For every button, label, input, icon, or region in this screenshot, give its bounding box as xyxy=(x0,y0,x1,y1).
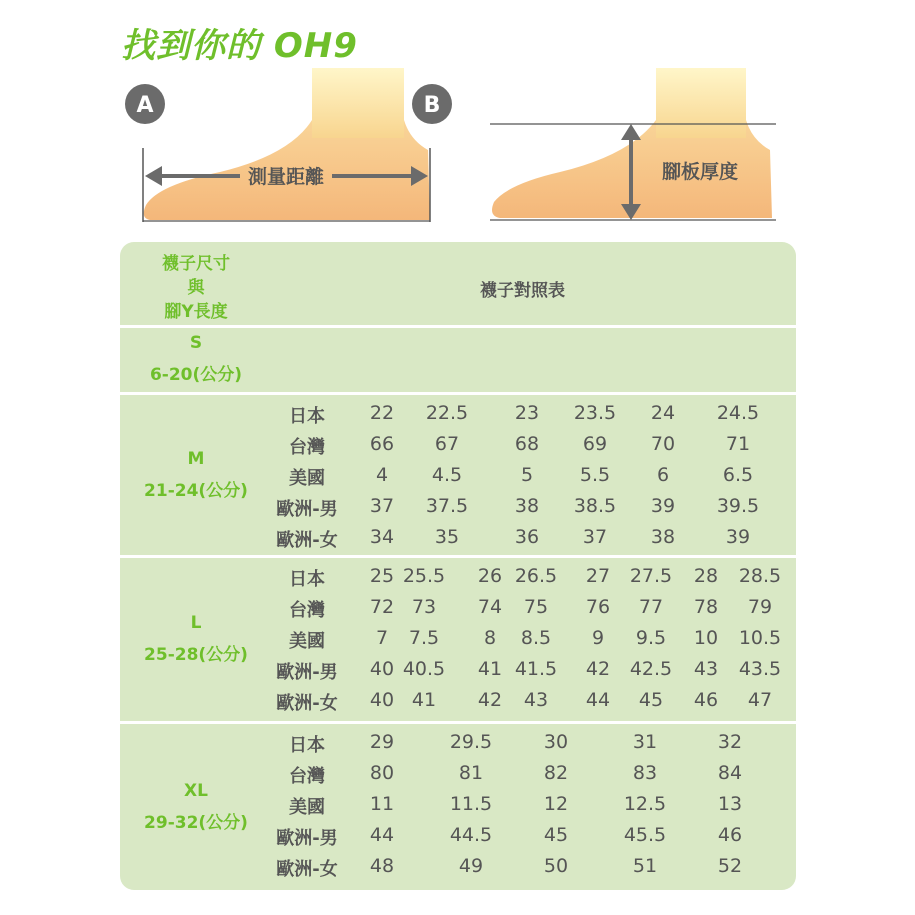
table-cell: 44 xyxy=(585,689,611,711)
size-range: 25-28(公分) xyxy=(144,645,248,665)
table-cell: 49 xyxy=(458,855,484,877)
table-cell: 10 xyxy=(693,627,719,649)
table-cell: 77 xyxy=(638,596,664,618)
table-cell: 37.5 xyxy=(425,495,469,517)
row-label: 歐洲-女 xyxy=(276,693,338,714)
measure-label: 測量距離 xyxy=(247,166,325,188)
table-cell: 26 xyxy=(477,565,503,587)
table-cell: 80 xyxy=(369,762,395,784)
table-cell: 43 xyxy=(523,689,549,711)
table-cell: 28 xyxy=(693,565,719,587)
table-cell: 78 xyxy=(693,596,719,618)
table-cell: 12 xyxy=(543,793,569,815)
left-leg-shape xyxy=(312,68,404,138)
table-cell: 7 xyxy=(375,627,389,649)
table-cell: 25.5 xyxy=(402,565,446,587)
table-cell: 11 xyxy=(369,793,395,815)
table-cell: 38 xyxy=(650,526,676,548)
row-label: 美國 xyxy=(289,468,325,489)
table-cell: 37 xyxy=(369,495,395,517)
header-line-3: 腳Y長度 xyxy=(164,302,228,322)
row-label: 日本 xyxy=(289,406,325,427)
table-cell: 50 xyxy=(543,855,569,877)
size-name: L xyxy=(190,613,202,633)
table-cell: 79 xyxy=(747,596,773,618)
sock-size-table xyxy=(120,242,796,890)
header-line-1: 襪子尺寸 xyxy=(162,254,230,274)
table-cell: 24 xyxy=(650,402,676,424)
table-cell: 71 xyxy=(725,433,751,455)
row-label: 歐洲-男 xyxy=(276,662,338,683)
table-cell: 52 xyxy=(717,855,743,877)
table-cell: 9.5 xyxy=(635,627,667,649)
table-cell: 4 xyxy=(375,464,389,486)
table-cell: 45 xyxy=(543,824,569,846)
table-cell: 44.5 xyxy=(449,824,493,846)
table-cell: 46 xyxy=(717,824,743,846)
row-label: 台灣 xyxy=(289,766,325,787)
size-name: XL xyxy=(184,780,208,801)
table-cell: 68 xyxy=(514,433,540,455)
table-cell: 45 xyxy=(638,689,664,711)
table-cell: 48 xyxy=(369,855,395,877)
table-cell: 26.5 xyxy=(514,565,558,587)
table-cell: 41 xyxy=(477,658,503,680)
table-cell: 30 xyxy=(543,731,569,753)
foot-length-illustration xyxy=(125,68,452,222)
table-cell: 75 xyxy=(523,596,549,618)
table-cell: 9 xyxy=(591,627,605,649)
table-cell: 36 xyxy=(514,526,540,548)
table-cell: 32 xyxy=(717,731,743,753)
row-label: 歐洲-女 xyxy=(276,859,338,880)
row-label: 日本 xyxy=(289,569,325,590)
row-label: 美國 xyxy=(289,631,325,652)
size-range: 21-24(公分) xyxy=(144,480,248,501)
right-leg-shape xyxy=(656,68,746,138)
table-cell: 34 xyxy=(369,526,395,548)
table-cell: 38 xyxy=(514,495,540,517)
header-left-label xyxy=(120,252,272,324)
table-cell: 28.5 xyxy=(738,565,782,587)
table-cell: 24.5 xyxy=(716,402,760,424)
row-label: 美國 xyxy=(289,797,325,818)
table-cell: 11.5 xyxy=(449,793,493,815)
marker-a: A xyxy=(136,93,154,118)
table-cell: 41 xyxy=(411,689,437,711)
table-cell: 40.5 xyxy=(402,658,446,680)
row-label: 台灣 xyxy=(289,600,325,621)
marker-b: B xyxy=(423,93,441,118)
header-line-2: 與 xyxy=(187,278,205,298)
table-cell: 37 xyxy=(582,526,608,548)
table-cell: 23 xyxy=(514,402,540,424)
table-cell: 43.5 xyxy=(738,658,782,680)
table-cell: 8 xyxy=(483,627,497,649)
table-cell: 73 xyxy=(411,596,437,618)
table-cell: 81 xyxy=(458,762,484,784)
table-cell: 51 xyxy=(632,855,658,877)
table-cell: 5.5 xyxy=(579,464,611,486)
size-group-l xyxy=(120,607,272,671)
table-header xyxy=(120,242,796,326)
table-cell: 72 xyxy=(369,596,395,618)
row-label: 歐洲-男 xyxy=(276,499,338,520)
table-cell: 6 xyxy=(656,464,670,486)
table-cell: 4.5 xyxy=(431,464,463,486)
table-cell: 29.5 xyxy=(449,731,493,753)
table-cell: 39 xyxy=(650,495,676,517)
table-cell: 27.5 xyxy=(629,565,673,587)
table-cell: 22 xyxy=(369,402,395,424)
group-separator xyxy=(120,721,796,724)
table-cell: 66 xyxy=(369,433,395,455)
size-name: M xyxy=(187,448,205,469)
size-group-xl xyxy=(120,775,272,839)
table-cell: 25 xyxy=(369,565,395,587)
size-range: 29-32(公分) xyxy=(144,812,248,833)
table-cell: 8.5 xyxy=(520,627,552,649)
arrow-up-icon xyxy=(621,124,641,140)
table-cell: 6.5 xyxy=(722,464,754,486)
size-group-s xyxy=(120,327,272,391)
table-title: 襪子對照表 xyxy=(480,281,565,301)
table-cell: 31 xyxy=(632,731,658,753)
foot-measure-diagram xyxy=(0,0,915,240)
table-cell: 22.5 xyxy=(425,402,469,424)
page-title: 找到你的 OH9 xyxy=(121,26,358,66)
table-cell: 46 xyxy=(693,689,719,711)
table-cell: 69 xyxy=(582,433,608,455)
table-cell: 5 xyxy=(520,464,534,486)
foot-thickness-illustration xyxy=(490,68,776,220)
row-label: 歐洲-男 xyxy=(276,828,338,849)
table-cell: 84 xyxy=(717,762,743,784)
table-cell: 39.5 xyxy=(716,495,760,517)
table-cell: 12.5 xyxy=(623,793,667,815)
table-cell: 42 xyxy=(585,658,611,680)
table-cell: 39 xyxy=(725,526,751,548)
table-cell: 42.5 xyxy=(629,658,673,680)
table-cell: 35 xyxy=(434,526,460,548)
size-range: 6-20(公分) xyxy=(149,365,243,385)
table-cell: 45.5 xyxy=(623,824,667,846)
table-cell: 38.5 xyxy=(573,495,617,517)
table-cell: 82 xyxy=(543,762,569,784)
table-cell: 74 xyxy=(477,596,503,618)
table-cell: 70 xyxy=(650,433,676,455)
table-cell: 40 xyxy=(369,658,395,680)
table-cell: 47 xyxy=(747,689,773,711)
thickness-label: 腳板厚度 xyxy=(661,161,739,183)
table-cell: 76 xyxy=(585,596,611,618)
arrow-head-left-icon xyxy=(145,166,162,186)
table-cell: 67 xyxy=(434,433,460,455)
group-separator xyxy=(120,392,796,395)
table-cell: 44 xyxy=(369,824,395,846)
table-cell: 13 xyxy=(717,793,743,815)
size-group-m xyxy=(120,443,272,507)
table-cell: 40 xyxy=(369,689,395,711)
table-cell: 83 xyxy=(632,762,658,784)
table-cell: 7.5 xyxy=(408,627,440,649)
table-cell: 41.5 xyxy=(514,658,558,680)
row-label: 台灣 xyxy=(289,437,325,458)
table-cell: 27 xyxy=(585,565,611,587)
table-cell: 42 xyxy=(477,689,503,711)
row-label: 歐洲-女 xyxy=(276,530,338,551)
table-cell: 43 xyxy=(693,658,719,680)
row-label: 日本 xyxy=(289,735,325,756)
group-separator xyxy=(120,555,796,558)
size-name: S xyxy=(189,333,203,353)
table-cell: 23.5 xyxy=(573,402,617,424)
table-cell: 29 xyxy=(369,731,395,753)
table-cell: 10.5 xyxy=(738,627,782,649)
